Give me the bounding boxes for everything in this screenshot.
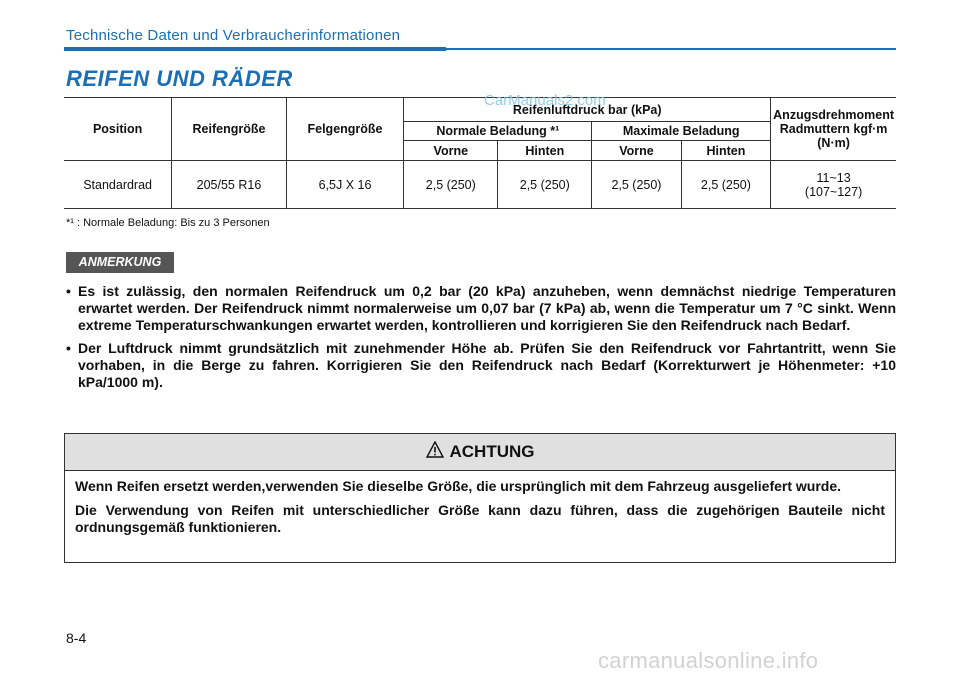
cell-max-front: 2,5 (250)	[592, 161, 681, 209]
cell-rim-size: 6,5J X 16	[286, 161, 404, 209]
caution-body	[65, 471, 895, 536]
caution-title: ACHTUNG	[449, 442, 535, 461]
list-item: • Es ist zulässig, den normalen Reifendruck um 0,2 bar (20 kPa) anzuheben, wenn demnächst niedrige Temperaturen erwartet werden. Der Reifendruck nimmt normalerweise um 0,07 bar (7 kPa) ab, wenn die Temperatur um 7 °C sinkt. Wenn extreme Temperaturschwankungen erwartet werden, kontrollieren und korrigieren Sie den Reifendruck nach Bedarf.	[66, 283, 896, 334]
chapter-title: Technische Daten und Verbraucherinformationen	[66, 27, 401, 44]
page-number: 8-4	[66, 630, 87, 646]
header-normal-rear: Hinten	[498, 141, 592, 161]
header-position: Position	[64, 98, 172, 161]
header-rim-size: Felgengröße	[286, 98, 404, 161]
list-item: • Der Luftdruck nimmt grundsätzlich mit zunehmender Höhe ab. Prüfen Sie den Reifendruck vor Fahrtantritt, wenn Sie vorhaben, in die Berge zu fahren. Korrigieren Sie den Reifendruck nach Bedarf (Korrekturwert je Höhenmeter: +10 kPa/1000 m).	[66, 340, 896, 391]
caution-header	[65, 434, 895, 471]
cell-torque	[771, 161, 896, 209]
header-max-load: Maximale Beladung	[592, 122, 771, 141]
warning-triangle-icon	[426, 441, 444, 463]
caution-paragraph: Wenn Reifen ersetzt werden,verwenden Sie dieselbe Größe, die ursprünglich mit dem Fahrzeug ausgeliefert wurde.	[75, 478, 842, 494]
header-normal-load: Normale Beladung *¹	[404, 122, 592, 141]
caution-paragraph: Die Verwendung von Reifen mit unterschiedlicher Größe kann dazu führen, dass die zugehörigen Bauteile nicht ordnungsgemäß funktionieren.	[75, 502, 885, 535]
table-row	[64, 161, 896, 209]
header-torque: Anzugsdrehmoment Radmuttern kgf·m (N·m)	[771, 98, 896, 161]
torque-nm: (107~127)	[804, 184, 863, 199]
cell-max-rear: 2,5 (250)	[681, 161, 771, 209]
caution-box	[64, 433, 896, 563]
watermark-top: CarManuals2.com	[484, 92, 606, 109]
tire-spec-table	[64, 97, 896, 209]
cell-normal-rear: 2,5 (250)	[498, 161, 592, 209]
header-rule-thick	[64, 47, 446, 51]
cell-position: Standardrad	[64, 161, 172, 209]
header-max-rear: Hinten	[681, 141, 771, 161]
header-tire-size: Reifengröße	[172, 98, 287, 161]
header-rule-thin	[446, 48, 896, 50]
note-badge: ANMERKUNG	[66, 252, 174, 273]
section-title: REIFEN UND RÄDER	[66, 66, 293, 91]
header-pressure: Reifenluftdruck bar (kPa)	[404, 98, 771, 122]
cell-normal-front: 2,5 (250)	[404, 161, 498, 209]
torque-kgfm: 11~13	[816, 170, 851, 185]
footnote: *¹ : Normale Beladung: Bis zu 3 Personen	[66, 217, 270, 229]
watermark-bottom: carmanualsonline.info	[598, 648, 819, 673]
note-list	[66, 283, 896, 397]
header-normal-front: Vorne	[404, 141, 498, 161]
header-max-front: Vorne	[592, 141, 681, 161]
cell-tire-size: 205/55 R16	[172, 161, 287, 209]
